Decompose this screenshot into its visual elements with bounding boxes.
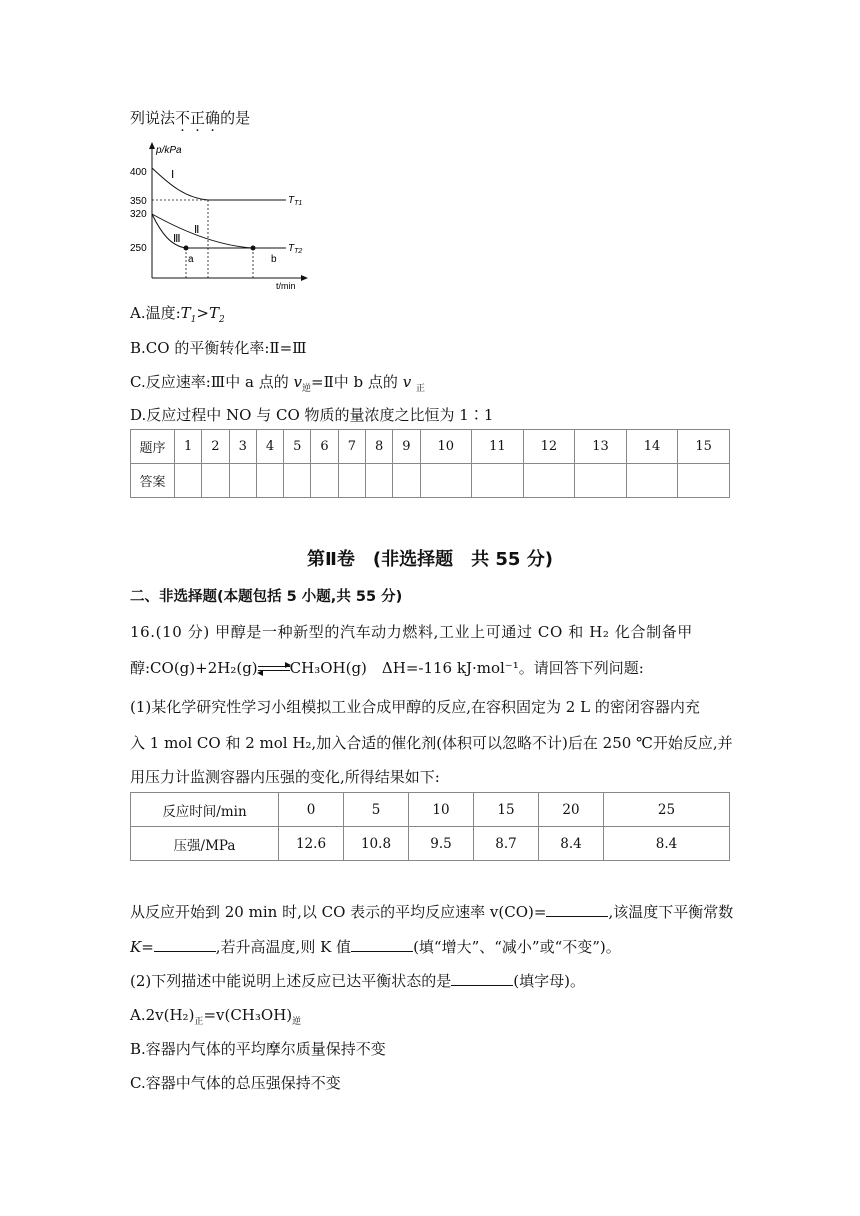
q16-option-a-sub1: 正 — [194, 1017, 204, 1027]
answer-table-number: 12 — [523, 430, 575, 464]
point-b-label: b — [271, 254, 277, 265]
option-c — [130, 372, 425, 399]
pressure-table-pressure: 8.4 — [604, 827, 730, 861]
answer-table-answer-row — [131, 464, 730, 498]
option-c-part1: C.反应速率:Ⅲ中 a 点的 — [130, 373, 289, 391]
rate-text-end: ,该温度下平衡常数 — [608, 903, 734, 921]
pressure-table-row-time — [131, 793, 730, 827]
pressure-table-pressure-label: 压强/MPa — [131, 827, 279, 861]
q16-line1: 16.(10 分) 甲醇是一种新型的汽车动力燃料,工业上可通过 CO 和 H₂ 化合制备甲 — [130, 623, 693, 641]
answer-table-number: 4 — [256, 430, 283, 464]
sub: 2 — [218, 315, 225, 325]
option-c-sub1: 逆 — [301, 384, 311, 394]
option-a-rest: $T_1>T_2$ — [180, 304, 225, 325]
point-a-label: a — [188, 254, 194, 265]
q16-option-a-part1: A.2v(H₂) — [130, 1006, 195, 1024]
k-text-end: (填“增大”、“减小”或“不变”)。 — [413, 938, 621, 956]
curve-III — [152, 214, 186, 248]
answer-cell[interactable] — [175, 464, 202, 498]
pressure-table-time: 0 — [279, 793, 344, 827]
pressure-table-pressure: 10.8 — [344, 827, 409, 861]
q16-option-a — [130, 1005, 301, 1032]
answer-table-number: 1 — [175, 430, 202, 464]
answer-table-number: 11 — [472, 430, 524, 464]
answer-cell[interactable] — [575, 464, 627, 498]
answer-table-number: 3 — [229, 430, 256, 464]
answer-table-number: 6 — [311, 430, 338, 464]
option-c-v1: v — [293, 373, 302, 391]
intro-text-end: 的是 — [220, 109, 251, 127]
pressure-table — [130, 792, 730, 861]
q16-p1-line2: 入 1 mol CO 和 2 mol H₂,加入合适的催化剂(体积可以忽略不计)后在 250 ℃开始反应,并 — [130, 734, 733, 752]
q16-option-a-part2: =v(CH₃OH) — [203, 1006, 293, 1024]
curve-II-label: Ⅱ — [194, 224, 200, 236]
answer-blank-k-change[interactable] — [351, 937, 413, 952]
equation-left: 醇:CO(g)+2H₂(g) — [130, 659, 258, 677]
point-a — [184, 246, 189, 251]
answer-blank-part2[interactable] — [451, 971, 513, 986]
emph-text — [175, 109, 220, 127]
answer-cell[interactable] — [202, 464, 229, 498]
answer-cell[interactable] — [256, 464, 283, 498]
pressure-table-pressure: 8.7 — [474, 827, 539, 861]
q16-option-a-sub2: 逆 — [292, 1017, 302, 1027]
pressure-table-row-pressure — [131, 827, 730, 861]
answer-blank-k[interactable] — [154, 937, 216, 952]
y-tick-400: 400 — [130, 167, 147, 178]
y-axis-arrow — [149, 142, 155, 149]
y-tick-250: 250 — [130, 243, 147, 254]
k-text: K= — [130, 938, 154, 956]
equation-right: CH₃OH(g) ΔH=-116 kJ·mol⁻¹。请回答下列问题: — [289, 659, 644, 677]
answer-cell[interactable] — [393, 464, 420, 498]
k-text-mid: ,若升高温度,则 K 值 — [215, 938, 352, 956]
q16-option-c: C.容器中气体的总压强保持不变 — [130, 1074, 341, 1092]
q16-p1-line3: 用压力计监测容器内压强的变化,所得结果如下: — [130, 768, 440, 786]
q16-p1-line1: (1)某化学研究性学习小组模拟工业合成甲醇的反应,在容积固定为 2 L 的密闭容器内充 — [130, 698, 700, 716]
question-intro — [130, 108, 250, 128]
q16-rate-line — [130, 902, 733, 922]
answer-table-number: 5 — [284, 430, 311, 464]
q16-k-line — [130, 937, 621, 957]
answer-cell[interactable] — [678, 464, 730, 498]
answer-table-number: 15 — [678, 430, 730, 464]
answer-cell[interactable] — [311, 464, 338, 498]
emphasized-char: 正 — [190, 109, 206, 127]
answer-table-number: 13 — [575, 430, 627, 464]
option-a — [130, 303, 225, 330]
q16-equation — [130, 658, 644, 678]
equilibrium-arrow-icon — [258, 664, 290, 674]
pressure-table-pressure: 12.6 — [279, 827, 344, 861]
option-c-sub2: 正 — [415, 384, 425, 394]
part2-text: (2)下列描述中能说明上述反应已达平衡状态的是 — [130, 972, 452, 990]
pressure-table-time: 20 — [539, 793, 604, 827]
option-d: D.反应过程中 NO 与 CO 物质的量浓度之比恒为 1∶1 — [130, 406, 494, 424]
section-title: 第Ⅱ卷 (非选择题 共 55 分) — [307, 549, 553, 570]
answer-table-number: 8 — [365, 430, 392, 464]
part-heading: 二、非选择题(本题包括 5 小题,共 55 分) — [130, 589, 403, 605]
pressure-table-time: 15 — [474, 793, 539, 827]
emphasized-char: 不 — [175, 109, 191, 127]
label-T2: $T_{T2}$ — [288, 243, 303, 255]
answer-blank-rate[interactable] — [546, 902, 608, 917]
pressure-table-time: 5 — [344, 793, 409, 827]
answer-table-number: 14 — [626, 430, 678, 464]
answer-table-number: 2 — [202, 430, 229, 464]
x-axis-label: t/min — [276, 281, 296, 290]
rate-text: 从反应开始到 20 min 时,以 CO 表示的平均反应速率 v(CO)= — [130, 903, 547, 921]
y-tick-350: 350 — [130, 196, 147, 207]
pressure-table-time: 10 — [409, 793, 474, 827]
intro-text: 列说法 — [130, 109, 176, 127]
sub: 1 — [190, 315, 197, 325]
answer-table-header-label: 题序 — [131, 430, 175, 464]
answer-cell[interactable] — [626, 464, 678, 498]
point-b — [251, 246, 256, 251]
q16-part2-line — [130, 971, 585, 991]
pressure-table-pressure: 8.4 — [539, 827, 604, 861]
answer-table-number: 7 — [338, 430, 365, 464]
answer-table-answer-label: 答案 — [131, 464, 175, 498]
option-b: B.CO 的平衡转化率:Ⅱ=Ⅲ — [130, 339, 307, 357]
label-T1: $T_{T1}$ — [288, 195, 303, 207]
answer-table — [130, 429, 730, 498]
option-a-prefix: A.温度: — [130, 304, 181, 322]
pressure-table-pressure: 9.5 — [409, 827, 474, 861]
q16-option-b: B.容器内气体的平均摩尔质量保持不变 — [130, 1040, 386, 1058]
answer-cell[interactable] — [338, 464, 365, 498]
x-axis-arrow — [301, 275, 308, 281]
answer-cell[interactable] — [365, 464, 392, 498]
curve-III-label: Ⅲ — [173, 233, 181, 245]
y-tick-320: 320 — [130, 209, 147, 220]
answer-cell[interactable] — [523, 464, 575, 498]
answer-cell[interactable] — [420, 464, 472, 498]
answer-cell[interactable] — [229, 464, 256, 498]
pressure-table-time: 25 — [604, 793, 730, 827]
option-c-v2: v — [402, 373, 412, 391]
answer-cell[interactable] — [284, 464, 311, 498]
curve-I-label: Ⅰ — [171, 169, 175, 181]
curve-II — [152, 214, 253, 248]
pressure-time-graph — [126, 138, 311, 290]
answer-table-number: 9 — [393, 430, 420, 464]
answer-cell[interactable] — [472, 464, 524, 498]
answer-table-number: 10 — [420, 430, 472, 464]
pressure-table-time-label: 反应时间/min — [131, 793, 279, 827]
emphasized-char: 确 — [205, 109, 221, 127]
part2-text-end: (填字母)。 — [513, 972, 585, 990]
option-c-part2: =Ⅱ中 b 点的 — [311, 373, 398, 391]
answer-table-header-row — [131, 430, 730, 464]
y-axis-label: p/kPa — [156, 145, 182, 156]
